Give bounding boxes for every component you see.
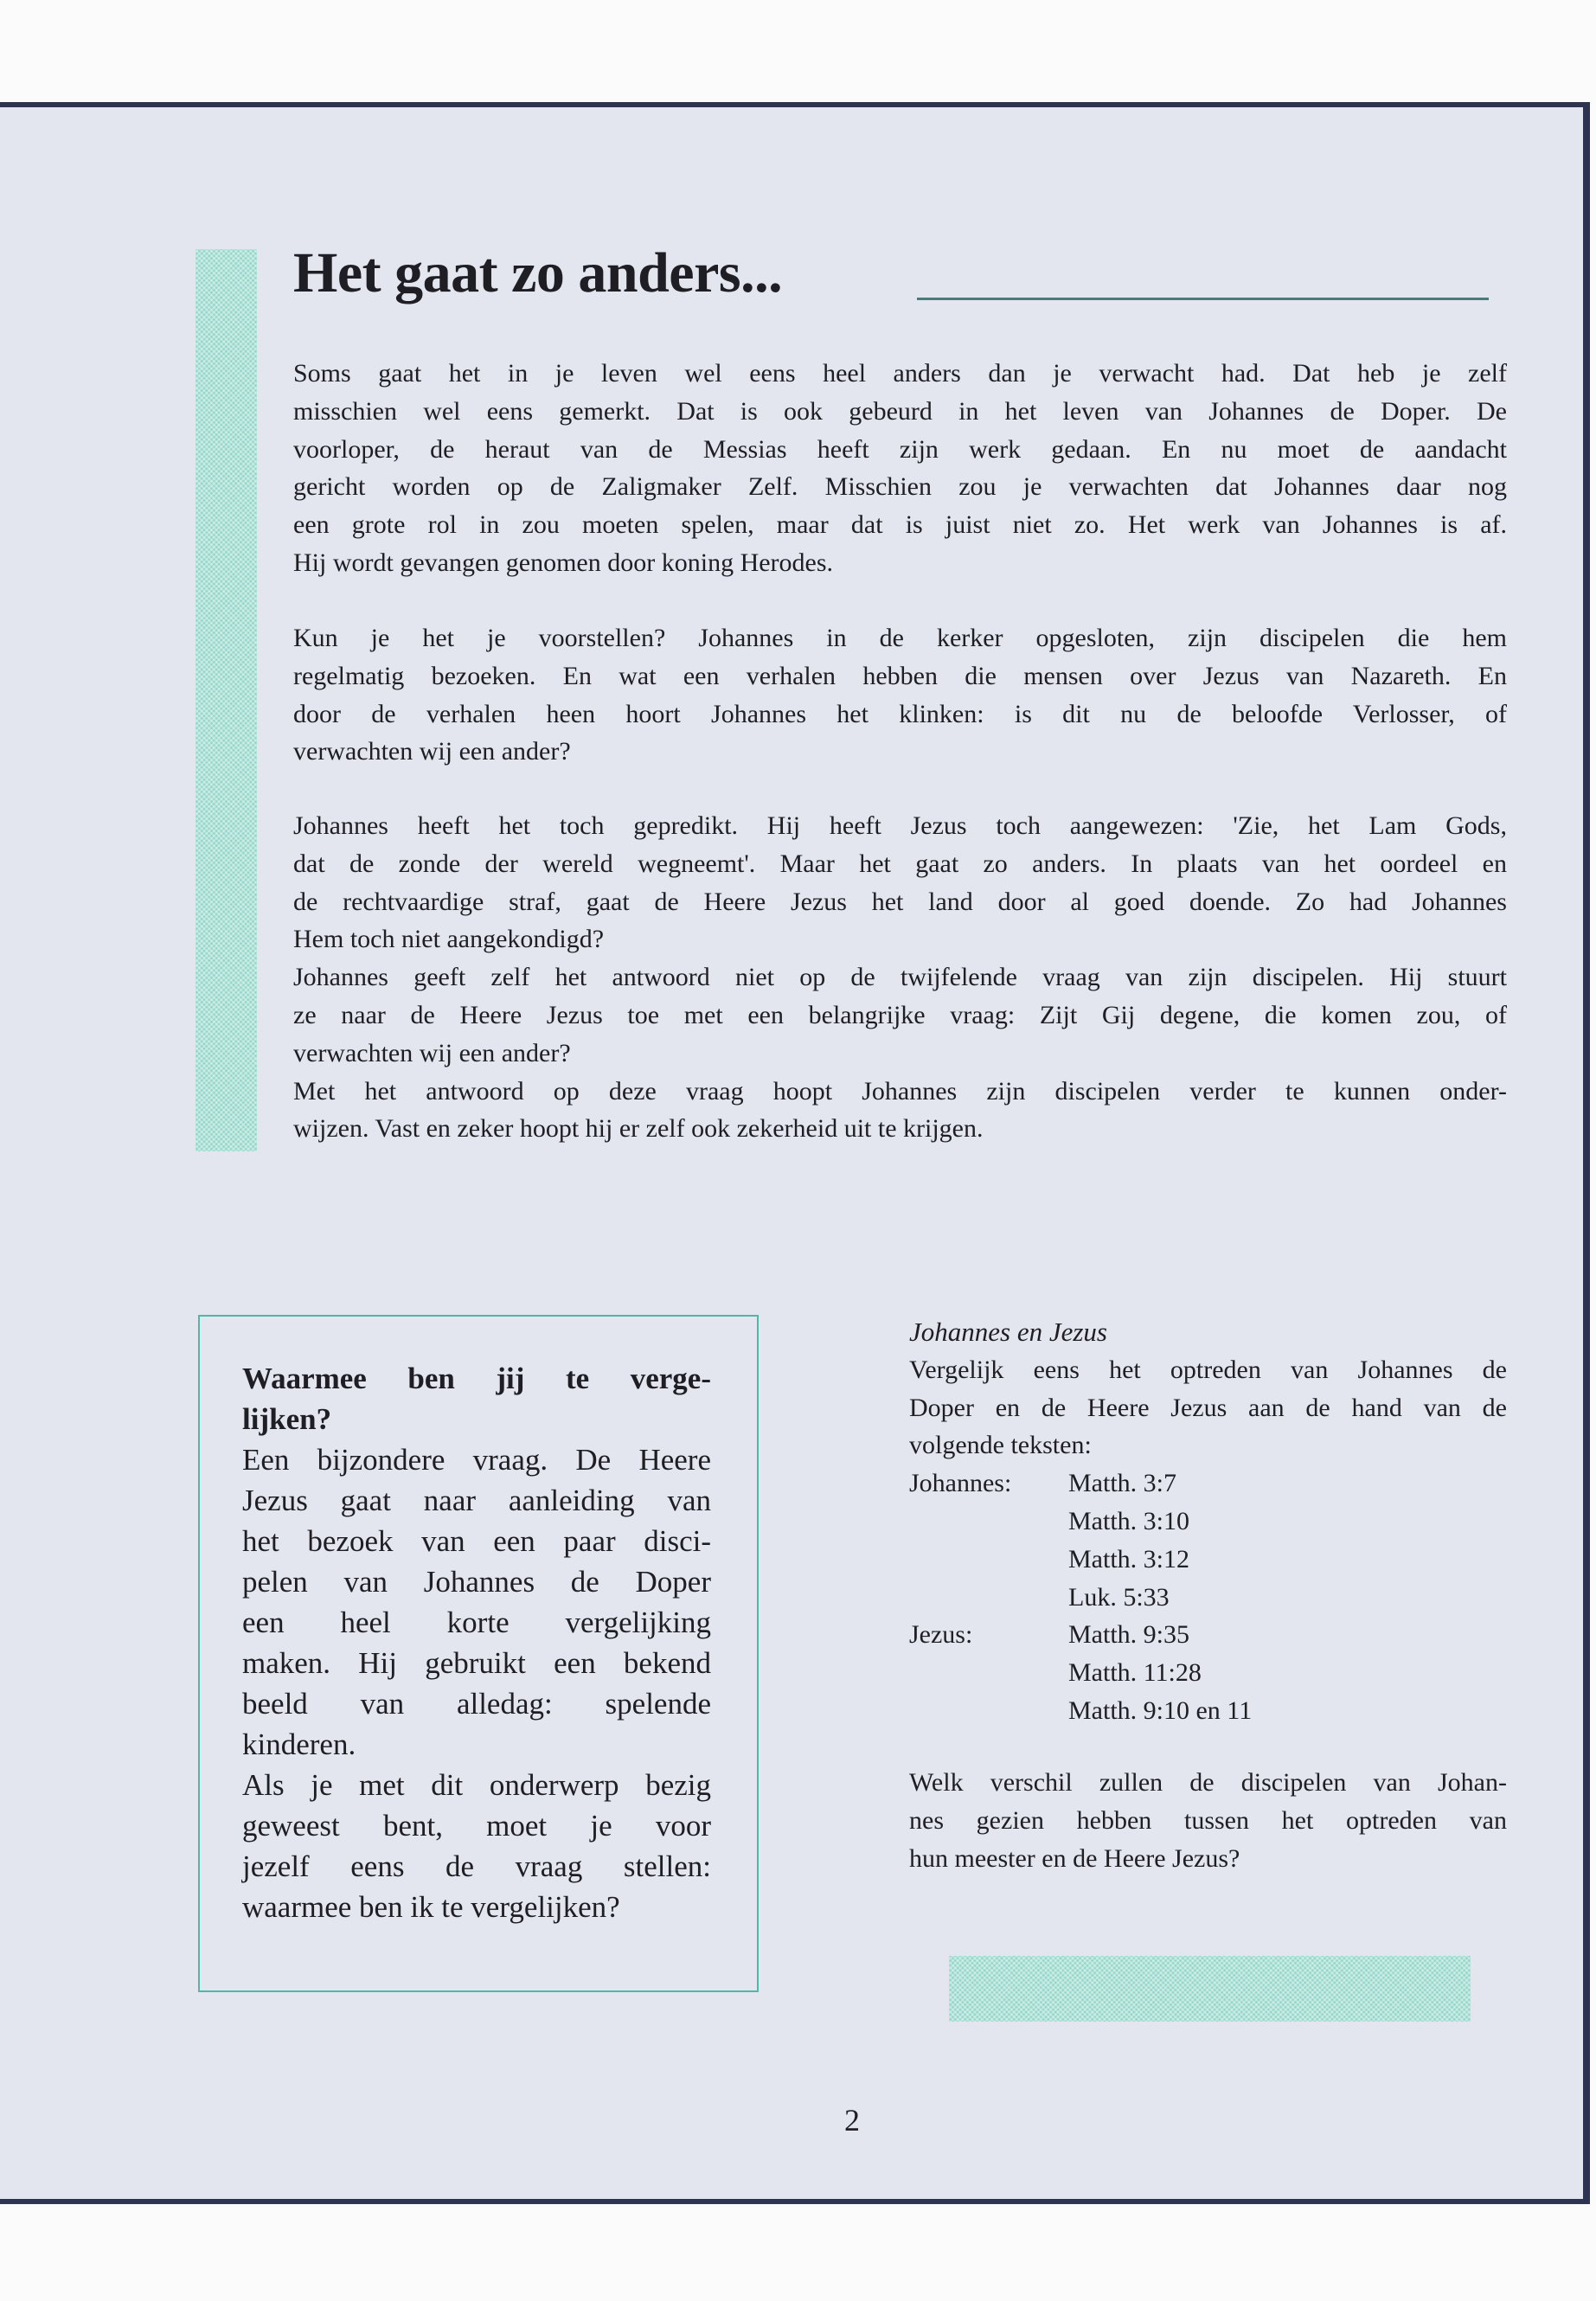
question-paragraph [909, 1764, 1507, 1877]
text-line: de rechtvaardige straf, gaat de Heere Jezus het land door al goed doende. Zo had Johannes [293, 887, 1507, 916]
text-line: Kun je het je voorstellen? Johannes in de kerker opgesloten, zijn discipelen die hem [293, 624, 1507, 652]
page-number: 2 [844, 2103, 860, 2138]
text-line: verwachten wij een ander? [293, 1038, 571, 1067]
reference: Matth. 9:10 en 11 [1068, 1695, 1253, 1725]
reference: Matth. 3:12 [1068, 1544, 1189, 1574]
text-line: Waarmee ben jij te verge- [242, 1362, 711, 1395]
page-title: Het gaat zo anders... [293, 241, 783, 304]
title-underline [917, 298, 1489, 300]
text-line: lijken? [242, 1402, 332, 1436]
reference-label [909, 1503, 1068, 1541]
text-line: Een bijzondere vraag. De Heere [242, 1443, 711, 1477]
bible-reference-row [909, 1579, 1507, 1617]
text-line: Met het antwoord op deze vraag hoopt Johannes zijn discipelen verder te kunnen onder- [293, 1076, 1507, 1106]
text-line: Johannes geeft zelf het antwoord niet op de twijfelende vraag van zijn discipelen. Hij stuurt [293, 963, 1507, 992]
reference: Luk. 5:33 [1068, 1582, 1170, 1612]
text-line: geweest bent, moet je voor [242, 1809, 711, 1843]
text-line: volgende teksten: [909, 1431, 1092, 1460]
paragraph-2 [293, 619, 1507, 771]
johannes-en-jezus-section [909, 1313, 1507, 1730]
reference-label [909, 1579, 1068, 1617]
text-line: ze naar de Heere Jezus toe met een belangrijke vraag: Zijt Gij degene, die komen zou, of [293, 1000, 1507, 1029]
text-line: jezelf eens de vraag stellen: [242, 1849, 711, 1883]
text-line: hun meester en de Heere Jezus? [909, 1843, 1240, 1873]
text-line: misschien wel eens gemerkt. Dat is ook gebeurd in het leven van Johannes de Doper. De [293, 396, 1507, 426]
text-line: verwachten wij een ander? [293, 737, 571, 766]
paragraph-1 [293, 355, 1507, 582]
text-line: kinderen. [242, 1727, 356, 1761]
bible-reference-row [909, 1654, 1507, 1692]
comparison-box-text [242, 1358, 711, 1927]
text-line: waarmee ben ik te vergelijken? [242, 1890, 620, 1924]
text-line: Johannes heeft het toch gepredikt. Hij heeft Jezus toch aangewezen: 'Zie, het Lam Gods, [293, 811, 1507, 840]
decorative-teal-bar [195, 249, 257, 1151]
text-line: regelmatig bezoeken. En wat een verhalen hebben die mensen over Jezus van Nazareth. En [293, 661, 1507, 690]
text-line: wijzen. Vast en zeker hoopt hij er zelf ook zekerheid uit te krijgen. [293, 1114, 984, 1144]
reference: Matth. 11:28 [1068, 1658, 1202, 1688]
text-line: Als je met dit onderwerp bezig [242, 1768, 711, 1802]
text-line: Jezus gaat naar aanleiding van [242, 1484, 711, 1517]
reference: Matth. 3:10 [1068, 1506, 1189, 1535]
text-line: maken. Hij gebruikt een bekend [242, 1646, 711, 1680]
bible-reference-row [909, 1541, 1507, 1579]
text-line: voorloper, de heraut van de Messias heeft zijn werk gedaan. En nu moet de aandacht [293, 434, 1507, 464]
text-line: nes gezien hebben tussen het optreden van [909, 1805, 1507, 1835]
reference-label: Jezus: [909, 1620, 973, 1650]
text-line: door de verhalen heen hoort Johannes het klinken: is dit nu de beloofde Verlosser, of [293, 699, 1507, 728]
text-line: Welk verschil zullen de discipelen van Johan- [909, 1768, 1507, 1797]
decorative-bottom-bar [949, 1956, 1471, 2022]
bible-reference-row [909, 1503, 1507, 1541]
paragraph-3 [293, 807, 1507, 1148]
section-heading: Johannes en Jezus [909, 1317, 1107, 1347]
text-line: Hem toch niet aangekondigd? [293, 925, 605, 954]
text-line: gericht worden op de Zaligmaker Zelf. Misschien zou je verwachten dat Johannes daar nog [293, 472, 1507, 502]
text-line: een grote rol in zou moeten spelen, maar dat is juist niet zo. Het werk van Johannes is af. [293, 510, 1507, 540]
text-line: beeld van alledag: spelende [242, 1687, 711, 1721]
reference: Matth. 3:7 [1068, 1469, 1176, 1498]
text-line: Hij wordt gevangen genomen door koning Herodes. [293, 548, 834, 577]
reference: Matth. 9:35 [1068, 1620, 1189, 1650]
text-line: het bezoek van een paar disci- [242, 1524, 711, 1558]
text-line: pelen van Johannes de Doper [242, 1565, 711, 1599]
text-line: een heel korte vergelijking [242, 1606, 711, 1639]
text-line: Soms gaat het in je leven wel eens heel anders dan je verwacht had. Dat heb je zelf [293, 359, 1507, 388]
bible-reference-row [909, 1616, 1507, 1654]
reference-label [909, 1692, 1068, 1730]
reference-label [909, 1541, 1068, 1579]
text-line: dat de zonde der wereld wegneemt'. Maar het gaat zo anders. In plaats van het oordeel en [293, 849, 1507, 878]
reference-label [909, 1654, 1068, 1692]
reference-label: Johannes: [909, 1469, 1012, 1498]
bible-reference-row [909, 1465, 1507, 1503]
text-line: Vergelijk eens het optreden van Johannes de [909, 1355, 1507, 1384]
bible-reference-row [909, 1692, 1507, 1730]
text-line: Doper en de Heere Jezus aan de hand van de [909, 1393, 1507, 1422]
